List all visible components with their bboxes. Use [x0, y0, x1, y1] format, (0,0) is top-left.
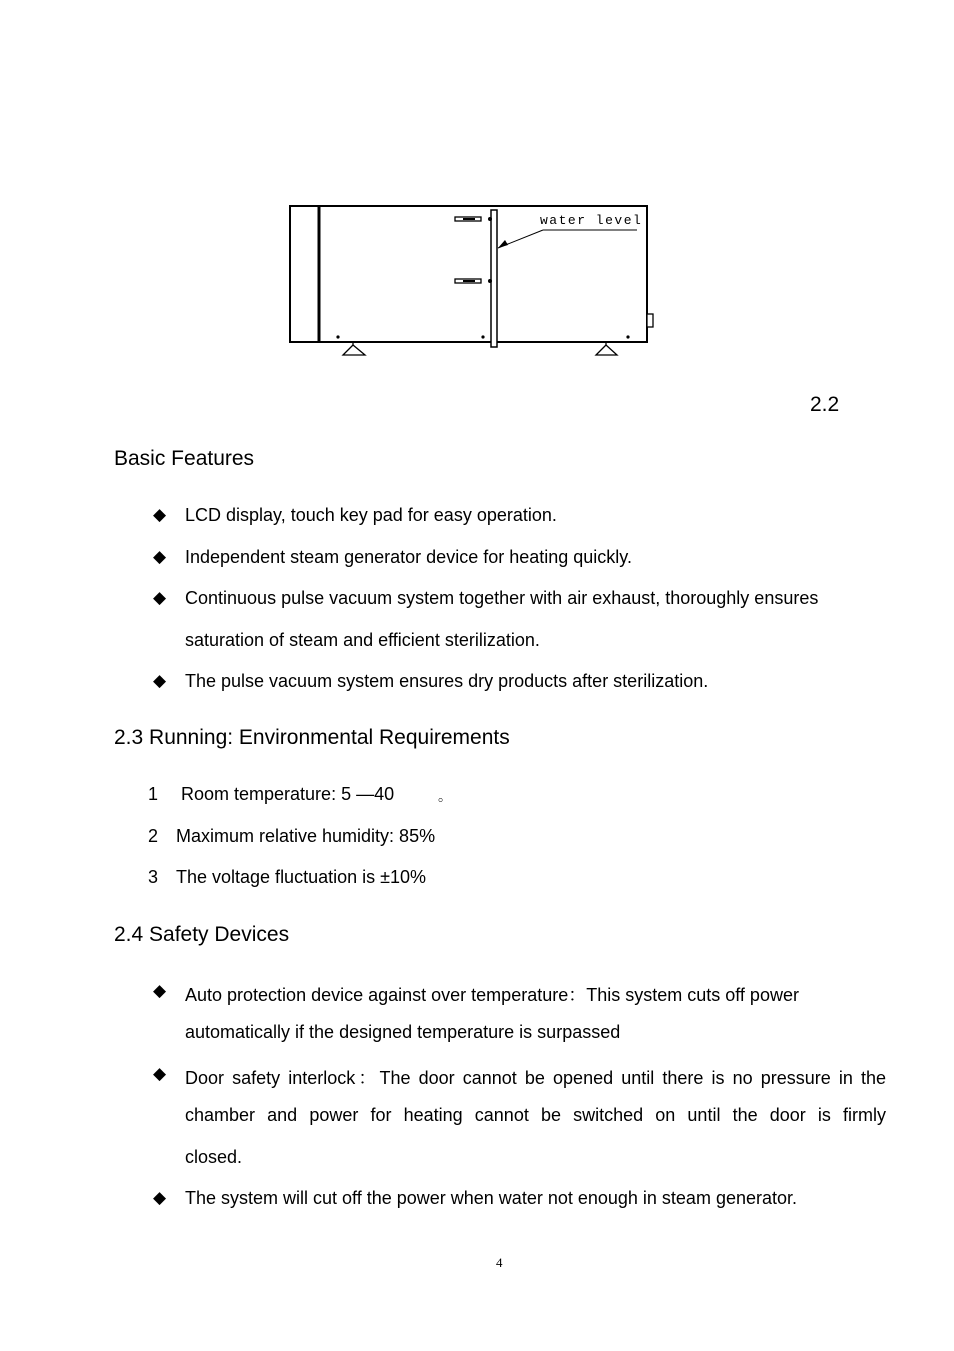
list-number: 1: [148, 784, 159, 804]
feature-item: LCD display, touch key pad for easy operation.: [185, 505, 557, 525]
level-tube: [491, 210, 497, 347]
safety-heading: 2.4 Safety Devices: [114, 923, 290, 946]
safety-item-continued: closed.: [185, 1147, 243, 1167]
requirement-item: Room temperature: 5 —40: [181, 784, 395, 804]
bullet-diamond-icon: ◆: [153, 1188, 167, 1207]
bullet-diamond-icon: ◆: [153, 588, 167, 607]
rear-connector: [647, 314, 653, 327]
right-foot: [596, 342, 617, 355]
requirement-item: Maximum relative humidity: 85%: [176, 826, 436, 846]
bullet-diamond-icon: ◆: [153, 547, 167, 566]
left-foot: [343, 342, 365, 355]
feature-item: Continuous pulse vacuum system together with air exhaust, thoroughly ensures: [185, 588, 819, 608]
water-level-label: water level: [540, 213, 643, 228]
degree-symbol: 。: [438, 788, 452, 804]
safety-item: Door safety interlock：The door cannot be opened until there is no pressure in the: [185, 1068, 886, 1088]
safety-item: The system will cut off the power when water not enough in steam generator.: [185, 1188, 797, 1208]
bullet-diamond-icon: ◆: [153, 1064, 167, 1083]
figure-number: 2.2: [810, 393, 840, 416]
running-heading: 2.3 Running: Environmental Requirements: [114, 726, 510, 749]
page-number: 4: [496, 1255, 503, 1270]
feature-item-continued: saturation of steam and efficient sterilization.: [185, 630, 540, 650]
bullet-diamond-icon: ◆: [153, 981, 167, 1000]
feature-item: Independent steam generator device for heating quickly.: [185, 547, 632, 567]
safety-item-continued: chamber and power for heating cannot be switched on until the door is firmly: [185, 1105, 886, 1125]
list-number: 3: [148, 867, 159, 887]
feature-item: The pulse vacuum system ensures dry products after sterilization.: [185, 671, 709, 691]
list-number: 2: [148, 826, 159, 846]
bullet-diamond-icon: ◆: [153, 505, 167, 524]
safety-item: Auto protection device against over temperature：This system cuts off power: [185, 985, 799, 1005]
requirement-item: The voltage fluctuation is ±10%: [176, 867, 427, 887]
basic-features-heading: Basic Features: [114, 447, 255, 470]
bullet-diamond-icon: ◆: [153, 671, 167, 690]
safety-item-continued: automatically if the designed temperature is surpassed: [185, 1022, 621, 1042]
